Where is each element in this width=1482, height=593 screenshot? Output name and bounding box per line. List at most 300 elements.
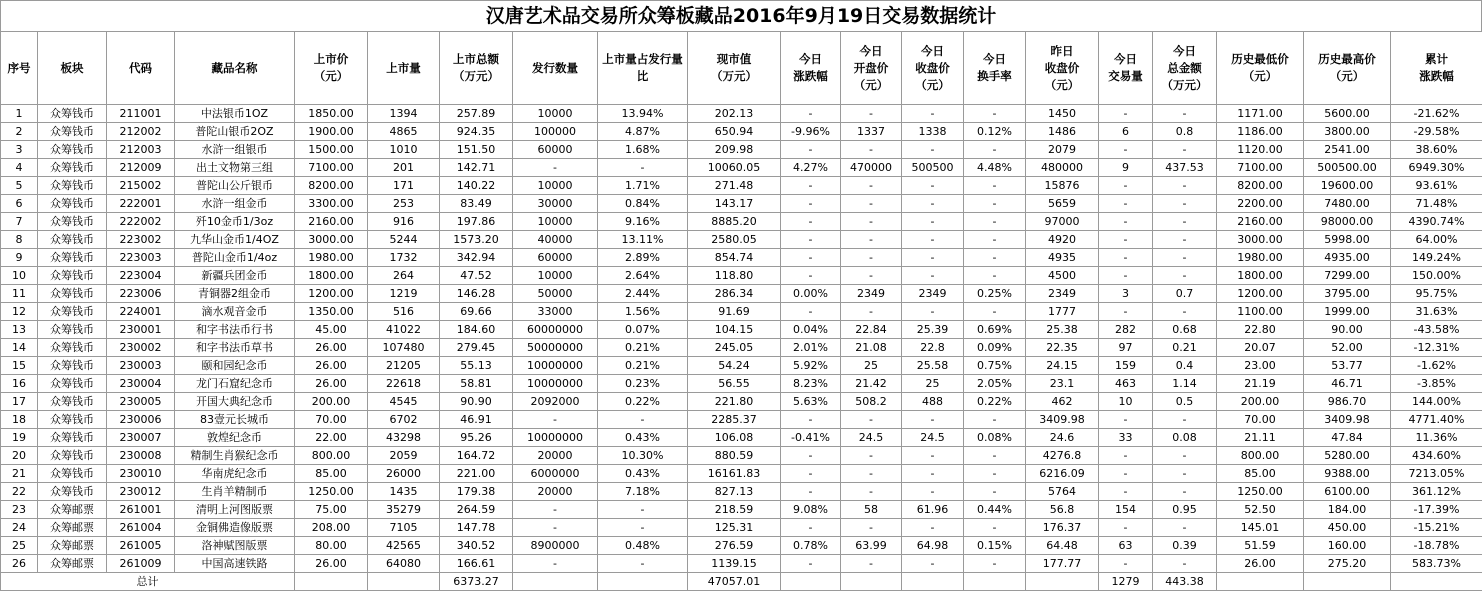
table-cell: 15876 (1026, 177, 1099, 195)
table-cell: 21.08 (841, 339, 902, 357)
table-cell: - (1153, 195, 1217, 213)
table-cell: 5 (1, 177, 38, 195)
table-cell: - (1153, 519, 1217, 537)
table-cell: 179.38 (440, 483, 513, 501)
table-cell: 22 (1, 483, 38, 501)
table-cell: - (781, 519, 841, 537)
column-header: 历史最高价 （元） (1304, 32, 1391, 105)
table-cell: 56.55 (688, 375, 781, 393)
table-cell: 230004 (107, 375, 175, 393)
table-cell: 98000.00 (1304, 213, 1391, 231)
table-cell: 2.44% (598, 285, 688, 303)
table-cell: 1171.00 (1217, 105, 1304, 123)
table-cell: 众筹钱币 (38, 303, 107, 321)
table-cell: - (964, 105, 1026, 123)
table-cell: -12.31% (1391, 339, 1482, 357)
table-cell: - (1153, 555, 1217, 573)
table-cell: 2.01% (781, 339, 841, 357)
table-cell: 224001 (107, 303, 175, 321)
table-cell: 7213.05% (1391, 465, 1482, 483)
table-cell: 25 (841, 357, 902, 375)
total-cell-empty (295, 573, 368, 591)
table-row (1, 231, 1482, 249)
table-cell: 149.24% (1391, 249, 1482, 267)
table-cell: 众筹钱币 (38, 177, 107, 195)
total-volume: 1279 (1099, 573, 1153, 591)
table-cell: - (841, 249, 902, 267)
table-cell: 2349 (841, 285, 902, 303)
table-cell: 223004 (107, 267, 175, 285)
total-cell-empty (1217, 573, 1304, 591)
table-cell: 1.68% (598, 141, 688, 159)
table-cell: 211001 (107, 105, 175, 123)
table-cell: 93.61% (1391, 177, 1482, 195)
table-cell: 176.37 (1026, 519, 1099, 537)
table-cell: - (1153, 141, 1217, 159)
table-cell: 九华山金币1/4OZ (175, 231, 295, 249)
table-cell: 1500.00 (295, 141, 368, 159)
table-cell: 7480.00 (1304, 195, 1391, 213)
table-cell: 230006 (107, 411, 175, 429)
table-cell: 18 (1, 411, 38, 429)
table-cell: 4.48% (964, 159, 1026, 177)
table-cell: 208.00 (295, 519, 368, 537)
table-cell: 144.00% (1391, 393, 1482, 411)
table-cell: 1999.00 (1304, 303, 1391, 321)
table-cell: 230008 (107, 447, 175, 465)
table-cell: 5659 (1026, 195, 1099, 213)
table-cell: 1486 (1026, 123, 1099, 141)
table-cell: 14 (1, 339, 38, 357)
table-cell: - (598, 411, 688, 429)
table-cell: 23.00 (1217, 357, 1304, 375)
table-cell: - (1099, 231, 1153, 249)
table-cell: 434.60% (1391, 447, 1482, 465)
table-cell: 众筹钱币 (38, 411, 107, 429)
table-cell: - (902, 465, 964, 483)
table-cell: 17 (1, 393, 38, 411)
table-cell: 10060.05 (688, 159, 781, 177)
table-cell: -0.41% (781, 429, 841, 447)
table-cell: 水浒一组金币 (175, 195, 295, 213)
table-cell: 13.11% (598, 231, 688, 249)
table-cell: 1337 (841, 123, 902, 141)
table-cell: 0.21% (598, 339, 688, 357)
total-cell-empty (513, 573, 598, 591)
table-cell: - (1153, 213, 1217, 231)
table-cell: 6216.09 (1026, 465, 1099, 483)
table-cell: 71.48% (1391, 195, 1482, 213)
table-cell: - (781, 267, 841, 285)
table-cell: 21.19 (1217, 375, 1304, 393)
table-cell: 854.74 (688, 249, 781, 267)
table-cell: 508.2 (841, 393, 902, 411)
table-cell: 0.21% (598, 357, 688, 375)
table-cell: 197.86 (440, 213, 513, 231)
table-cell: - (513, 555, 598, 573)
column-header: 藏品名称 (175, 32, 295, 105)
table-cell: 218.59 (688, 501, 781, 519)
table-cell: 2285.37 (688, 411, 781, 429)
table-cell: 1.71% (598, 177, 688, 195)
table-cell: 150.00% (1391, 267, 1482, 285)
table-cell: 新疆兵团金币 (175, 267, 295, 285)
table-row (1, 321, 1482, 339)
table-cell: 60000000 (513, 321, 598, 339)
table-cell: 52.50 (1217, 501, 1304, 519)
table-cell: -29.58% (1391, 123, 1482, 141)
table-cell: 4935.00 (1304, 249, 1391, 267)
table-cell: 9 (1099, 159, 1153, 177)
column-header: 序号 (1, 32, 38, 105)
table-cell: 5280.00 (1304, 447, 1391, 465)
table-cell: 916 (368, 213, 440, 231)
table-cell: 13 (1, 321, 38, 339)
table-cell: 54.24 (688, 357, 781, 375)
table-cell: - (902, 267, 964, 285)
table-cell: - (1099, 303, 1153, 321)
table-cell: 10000 (513, 105, 598, 123)
table-cell: 800.00 (295, 447, 368, 465)
table-cell: 146.28 (440, 285, 513, 303)
table-cell: 8200.00 (1217, 177, 1304, 195)
table-cell: 10 (1099, 393, 1153, 411)
table-cell: - (964, 177, 1026, 195)
table-row (1, 105, 1482, 123)
table-cell: 480000 (1026, 159, 1099, 177)
table-cell: 209.98 (688, 141, 781, 159)
table-cell: 1010 (368, 141, 440, 159)
table-cell: 21205 (368, 357, 440, 375)
table-cell: 1139.15 (688, 555, 781, 573)
table-cell: 精制生肖猴纪念币 (175, 447, 295, 465)
table-cell: 437.53 (1153, 159, 1217, 177)
table-cell: 470000 (841, 159, 902, 177)
table-cell: 4276.8 (1026, 447, 1099, 465)
table-cell: 55.13 (440, 357, 513, 375)
table-cell: 50000 (513, 285, 598, 303)
table-cell: 1250.00 (1217, 483, 1304, 501)
table-cell: 61.96 (902, 501, 964, 519)
table-cell: 2.64% (598, 267, 688, 285)
table-cell: 91.69 (688, 303, 781, 321)
total-row (1, 573, 1482, 591)
table-cell: - (513, 519, 598, 537)
column-header: 累计 涨跌幅 (1391, 32, 1482, 105)
table-cell: -15.21% (1391, 519, 1482, 537)
table-row (1, 447, 1482, 465)
table-cell: 104.15 (688, 321, 781, 339)
table-cell: 230010 (107, 465, 175, 483)
table-cell: 1100.00 (1217, 303, 1304, 321)
table-cell: 583.73% (1391, 555, 1482, 573)
table-cell: 200.00 (1217, 393, 1304, 411)
table-cell: 2160.00 (295, 213, 368, 231)
table-cell: - (781, 411, 841, 429)
table-cell: 53.77 (1304, 357, 1391, 375)
table-cell: - (964, 141, 1026, 159)
table-cell: 26.00 (295, 555, 368, 573)
total-cell-empty (1304, 573, 1391, 591)
table-cell: 1732 (368, 249, 440, 267)
table-cell: 0.21 (1153, 339, 1217, 357)
table-cell: 普陀山银币2OZ (175, 123, 295, 141)
table-cell: 16161.83 (688, 465, 781, 483)
table-cell: 3409.98 (1026, 411, 1099, 429)
table-cell: 25.58 (902, 357, 964, 375)
table-cell: 261005 (107, 537, 175, 555)
table-cell: 10000000 (513, 429, 598, 447)
table-cell: 222002 (107, 213, 175, 231)
table-cell: 22.84 (841, 321, 902, 339)
table-cell: - (1153, 483, 1217, 501)
table-cell: 众筹钱币 (38, 447, 107, 465)
table-cell: - (1153, 231, 1217, 249)
table-cell: 众筹邮票 (38, 555, 107, 573)
table-cell: 25.38 (1026, 321, 1099, 339)
table-cell: 75.00 (295, 501, 368, 519)
table-cell: - (964, 465, 1026, 483)
table-cell: 184.00 (1304, 501, 1391, 519)
table-cell: - (841, 267, 902, 285)
table-cell: 众筹钱币 (38, 321, 107, 339)
table-cell: - (841, 303, 902, 321)
table-cell: 10000 (513, 213, 598, 231)
table-cell: 4935 (1026, 249, 1099, 267)
table-cell: 中法银币1OZ (175, 105, 295, 123)
table-cell: 7100.00 (1217, 159, 1304, 177)
table-cell: 0.25% (964, 285, 1026, 303)
table-cell: -43.58% (1391, 321, 1482, 339)
table-cell: 众筹钱币 (38, 249, 107, 267)
table-cell: 286.34 (688, 285, 781, 303)
table-cell: - (841, 465, 902, 483)
table-cell: 85.00 (1217, 465, 1304, 483)
column-header: 今日 换手率 (964, 32, 1026, 105)
table-cell: 279.45 (440, 339, 513, 357)
table-row (1, 555, 1482, 573)
table-cell: 56.8 (1026, 501, 1099, 519)
table-cell: - (964, 303, 1026, 321)
table-cell: 6000000 (513, 465, 598, 483)
table-cell: 7.18% (598, 483, 688, 501)
table-cell: 223003 (107, 249, 175, 267)
table-cell: - (841, 447, 902, 465)
total-cell-empty (841, 573, 902, 591)
table-cell: 9388.00 (1304, 465, 1391, 483)
table-cell: 500500.00 (1304, 159, 1391, 177)
table-cell: 22.80 (1217, 321, 1304, 339)
table-cell: 20000 (513, 447, 598, 465)
table-cell: 986.70 (1304, 393, 1391, 411)
table-cell: 64.48 (1026, 537, 1099, 555)
table-cell: 22618 (368, 375, 440, 393)
table-cell: 1850.00 (295, 105, 368, 123)
table-cell: 5600.00 (1304, 105, 1391, 123)
table-cell: 201 (368, 159, 440, 177)
table-row (1, 213, 1482, 231)
table-cell: 众筹钱币 (38, 123, 107, 141)
table-row (1, 177, 1482, 195)
table-cell: 2200.00 (1217, 195, 1304, 213)
table-cell: - (841, 141, 902, 159)
table-cell: 12 (1, 303, 38, 321)
table-cell: - (1153, 447, 1217, 465)
table-cell: - (781, 249, 841, 267)
table-cell: 64.00% (1391, 231, 1482, 249)
table-cell: 7299.00 (1304, 267, 1391, 285)
table-cell: - (598, 501, 688, 519)
table-cell: 24.5 (841, 429, 902, 447)
table-cell: 16 (1, 375, 38, 393)
table-cell: 1980.00 (295, 249, 368, 267)
table-cell: 0.68 (1153, 321, 1217, 339)
total-amount: 6373.27 (440, 573, 513, 591)
table-cell: - (902, 105, 964, 123)
table-cell: 22.8 (902, 339, 964, 357)
table-cell: 63 (1099, 537, 1153, 555)
table-cell: - (598, 519, 688, 537)
header-row (1, 32, 1482, 105)
table-cell: 9.08% (781, 501, 841, 519)
table-cell: 5764 (1026, 483, 1099, 501)
table-cell: 1219 (368, 285, 440, 303)
table-body (1, 105, 1482, 573)
table-cell: 4.87% (598, 123, 688, 141)
table-cell: - (841, 231, 902, 249)
table-cell: - (902, 195, 964, 213)
table-cell: 33000 (513, 303, 598, 321)
table-cell: 230001 (107, 321, 175, 339)
table-cell: 450.00 (1304, 519, 1391, 537)
table-cell: 223006 (107, 285, 175, 303)
table-cell: - (841, 555, 902, 573)
column-header: 昨日 收盘价 （元） (1026, 32, 1099, 105)
column-header: 历史最低价 （元） (1217, 32, 1304, 105)
table-cell: 10.30% (598, 447, 688, 465)
table-cell: - (1099, 213, 1153, 231)
table-cell: 1450 (1026, 105, 1099, 123)
table-cell: 众筹钱币 (38, 195, 107, 213)
table-cell: 46.71 (1304, 375, 1391, 393)
table-cell: 4865 (368, 123, 440, 141)
table-cell: 230012 (107, 483, 175, 501)
table-cell: 90.00 (1304, 321, 1391, 339)
table-cell: 2349 (1026, 285, 1099, 303)
table-row (1, 501, 1482, 519)
table-cell: 143.17 (688, 195, 781, 213)
table-cell: -9.96% (781, 123, 841, 141)
table-cell: 60000 (513, 249, 598, 267)
table-cell: 1800.00 (1217, 267, 1304, 285)
table-cell: 50000000 (513, 339, 598, 357)
table-cell: 361.12% (1391, 483, 1482, 501)
table-cell: 11 (1, 285, 38, 303)
table-cell: 1777 (1026, 303, 1099, 321)
table-row (1, 141, 1482, 159)
table-cell: - (781, 555, 841, 573)
table-cell: 880.59 (688, 447, 781, 465)
table-cell: 95.26 (440, 429, 513, 447)
table-cell: 1186.00 (1217, 123, 1304, 141)
table-row (1, 339, 1482, 357)
table-cell: 25.39 (902, 321, 964, 339)
table-cell: - (964, 213, 1026, 231)
table-row (1, 519, 1482, 537)
table-cell: 40000 (513, 231, 598, 249)
table-cell: 184.60 (440, 321, 513, 339)
table-cell: - (902, 141, 964, 159)
table-cell: 21.42 (841, 375, 902, 393)
table-cell: 264 (368, 267, 440, 285)
table-cell: - (1099, 555, 1153, 573)
table-cell: 26.00 (1217, 555, 1304, 573)
table-cell: 342.94 (440, 249, 513, 267)
table-cell: 3 (1, 141, 38, 159)
table-cell: 500500 (902, 159, 964, 177)
table-row (1, 375, 1482, 393)
table-cell: 7100.00 (295, 159, 368, 177)
table-cell: - (1099, 447, 1153, 465)
table-cell: 488 (902, 393, 964, 411)
table-cell: 3300.00 (295, 195, 368, 213)
table-cell: - (513, 411, 598, 429)
column-header: 今日 开盘价 （元） (841, 32, 902, 105)
table-cell: 众筹钱币 (38, 213, 107, 231)
table-cell: 15 (1, 357, 38, 375)
table-cell: - (781, 447, 841, 465)
table-cell: 清明上河图版票 (175, 501, 295, 519)
table-cell: 8.23% (781, 375, 841, 393)
table-cell: 0.04% (781, 321, 841, 339)
table-cell: 10000000 (513, 357, 598, 375)
table-cell: 462 (1026, 393, 1099, 411)
table-cell: 6949.30% (1391, 159, 1482, 177)
column-header: 上市价 （元） (295, 32, 368, 105)
table-cell: - (841, 105, 902, 123)
table-cell: - (902, 177, 964, 195)
table-cell: - (1099, 249, 1153, 267)
table-cell: 145.01 (1217, 519, 1304, 537)
table-cell: 140.22 (440, 177, 513, 195)
table-cell: 19 (1, 429, 38, 447)
table-cell: 2 (1, 123, 38, 141)
table-row (1, 195, 1482, 213)
table-cell: 924.35 (440, 123, 513, 141)
table-cell: - (902, 519, 964, 537)
table-cell: 83壹元长城币 (175, 411, 295, 429)
total-cell-empty (1391, 573, 1482, 591)
table-cell: 10000 (513, 177, 598, 195)
table-row (1, 267, 1482, 285)
table-cell: 200.00 (295, 393, 368, 411)
table-cell: 151.50 (440, 141, 513, 159)
table-cell: 22.35 (1026, 339, 1099, 357)
table-cell: - (841, 177, 902, 195)
table-cell: - (964, 249, 1026, 267)
table-cell: 245.05 (688, 339, 781, 357)
table-cell: 52.00 (1304, 339, 1391, 357)
table-cell: - (964, 447, 1026, 465)
table-cell: 282 (1099, 321, 1153, 339)
table-cell: 23.1 (1026, 375, 1099, 393)
table-cell: 106.08 (688, 429, 781, 447)
table-cell: 众筹钱币 (38, 429, 107, 447)
table-cell: 华南虎纪念币 (175, 465, 295, 483)
table-cell: 1200.00 (1217, 285, 1304, 303)
table-cell: 1435 (368, 483, 440, 501)
table-cell: - (781, 195, 841, 213)
